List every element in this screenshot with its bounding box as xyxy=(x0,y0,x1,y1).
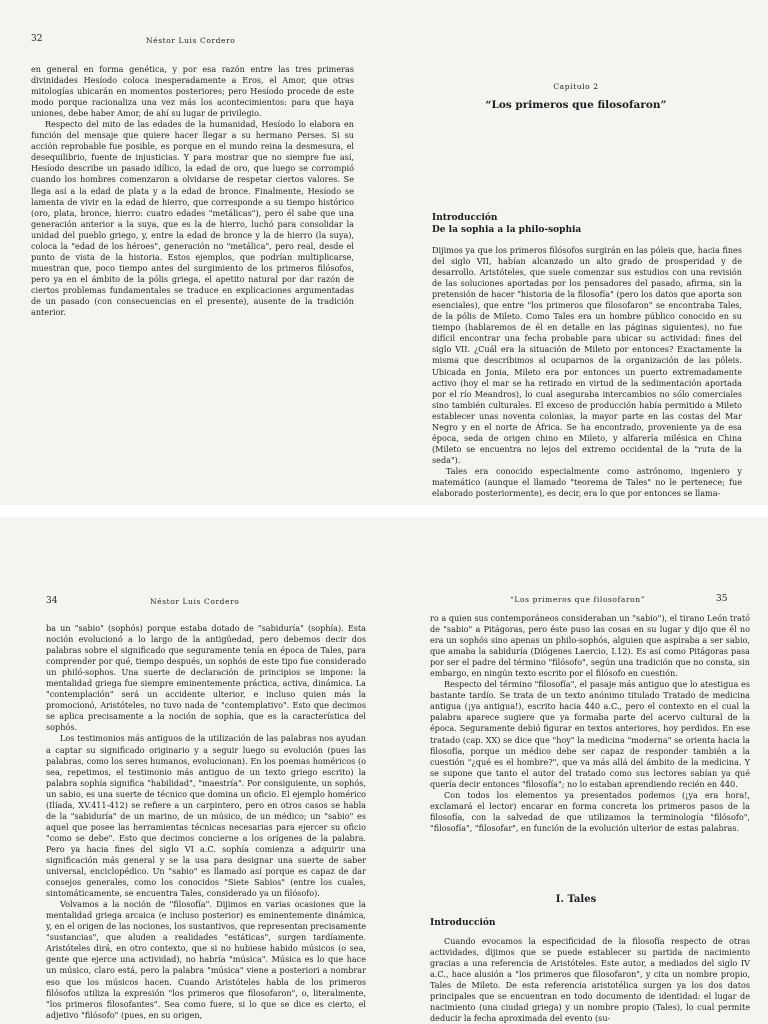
paragraph: Cuando evocamos la especificidad de la filosofía respecto de otras actividades, dijimos que se puede establecer su partida de nacimiento gracias a una referencia de Aristóteles. Este autor, a mediados del siglo IV a.C., hace alusión a "los primeros que filosofaron", y cita un nombre propio, Tales de Mileto. De esta referencia aristotélica surgen ya los dos datos principales que se encuentran en todo documento de identidad: el lugar de nacimiento (una ciudad griega) y un nombre propio (Tales), lo cual permite deducir la fecha aproximada del evento (su- xyxy=(430,936,750,1024)
chapter-title: “Los primeros que filosofaron” xyxy=(485,99,667,111)
running-head: Néstor Luis Cordero xyxy=(150,597,240,606)
paragraph: Con todos los elementos ya presentados podemos (¡ya era hora!, exclamará el lector) encarar en forma concreta los primeros pasos de la filosofía, con la salvedad de que utilizamos la terminología "filósofo", "filosofía", "filosofar", en función de la evolución ulterior de estas palabras. xyxy=(430,789,750,833)
paragraph: Respecto del mito de las edades de la humanidad, Hesíodo lo elabora en función del mensaje que quiere hacer llegar a su hermano Perses. Si su acción reprobable fue posible, es porque en el mundo reina la desmesura, el desequilibrio, fuente de injusticias. Y para mostrar que no siempre fue así, Hesíodo describe un pasado idílico, la edad de oro, que luego se corrompió cuando los hombres comenzaron a olvidarse de respetar ciertos valores. Se llega así a la edad de plata y a la edad de bronce. Finalmente, Hesíodo se lamenta de vivir en la edad de hierro, que corresponde a su tiempo histórico (oro, plata, bronce, hierro: cuatro edades "metálicas"), pero él sabe que una generación anterior a la suya, que es la de hierro, luchó para consolidar la unidad del pueblo griego, y, entre la edad de bronce y la de hierro (la suya), coloca la "edad de los héroes", generación no "metálica", pero real, desde el punto de vista de la historia. Estos ejemplos, que podrían multiplicarse, muestran que, poco tiempo antes del surgimiento de los primeros filósofos, pero ya en el ámbito de la pólis griega, el apetito natural por dar razón de ciertos problemas fundamentales se traduce en explicaciones argumentadas de un pasado (con consecuencias en el presente), ausente de la tradición anterior. xyxy=(31,119,354,318)
chapter-label: Capítulo 2 xyxy=(553,82,599,91)
running-head: “Los primeros que filosofaron” xyxy=(510,595,646,604)
page-number: 35 xyxy=(716,594,728,604)
section-heading: Introducción xyxy=(430,918,496,928)
subheading: De la sophia a la philo-sophia xyxy=(432,225,582,235)
paragraph: Respecto del término "filosofía", el pasaje más antiguo que lo atestigua es bastante tardío. Se trata de un texto anónimo titulado Tratado de medicina antigua (¡ya antigua!), escrito hacia 440 a.C., pero el contexto en el cual la palabra aparece sugiere que ya formaba parte del acervo cultural de la época. Seguramente debió figurar en textos anteriores, hoy perdidos. En ese tratado (cap. XX) se dice que "hoy" la medicina "moderna" se orienta hacia la filosofía, porque un médico debe ser capaz de responder también a la cuestión "¿qué es el hombre?", que va más allá del ámbito de la medicina. Y se supone que tanto el autor del tratado como sus lectores sabían ya qué quería decir entonces "filosofía"; no lo estaban aprendiendo recién en 440. xyxy=(430,679,750,789)
paragraph: Tales era conocido especialmente como astrónomo, ingeniero y matemático (aunque el llamado "teorema de Tales" no le pertenece; fue elaborado posteriormente), es decir, era lo que por entonces se llama- xyxy=(432,465,742,499)
body-text-continued xyxy=(430,936,750,1024)
paragraph: Volvamos a la noción de "filosofía". Dijimos en varias ocasiones que la mentalidad griega arcaica (e incluso posterior) es eminentemente dinámica, y, en el origen de las nociones, los sustantivos, que representan precisamente "sustancias", que aluden a realidades "estáticas", surgen tardíamente. Aristóteles dirá, en otro contexto, que si no hubiese habido músicos (o sea, gente que ejerce una actividad), no habría "música". Música es lo que hace un músico, claro está, pero la palabra "música" viene a posteriori a nombrar eso que los músicos hacen. Cuando Aristóteles habla de los primeros filósofos utiliza la expresión "los primeros que filosofaron", o, literalmente, "los primeros filosofantes". Sea como fuere, si lo que se dice es cierto, el adjetivo "filósofo" (pues, en su origen, xyxy=(46,899,366,1020)
paragraph: ro a quien sus contemporáneos consideraban un "sabio"), el tirano León trató de "sabio" a Pitágoras, pero éste puso las cosas en su lugar y dijo que él no era un sophós sino apenas un philo-sophós, alguien que aspiraba a ser sabio, que amaba la sabiduría (Diógenes Laercio, I.12). Es así como Pitágoras pasa por ser el padre del término "filósofo", según una tradición que no consta, sin embargo, en ningún texto escrito por el filósofo en cuestión. xyxy=(430,613,750,679)
page-32 xyxy=(0,0,384,512)
body-text xyxy=(46,623,366,1021)
paragraph: ba un "sabio" (sophós) porque estaba dotado de "sabiduría" (sophía). Esta noción evolucionó a lo largo de la antigüedad, pero debemos decir dos palabras sobre el significado que seguramente tenía en época de Tales, para comprender por qué, tiempo después, un sophós de este tipo fue considerado un philó-sophos. Una suerte de declaración de principios se impone: la mentalidad griega fue siempre eminentemente práctica, activa, dinámica. La "contemplación" será un accidente ulterior, e incluso quien más la promocionó, Aristóteles, no tuvo nada de "contemplativo". Esto que decimos se aplica precisamente a la noción de sophía, que es la característica del sophós. xyxy=(46,623,366,733)
section-title: I. Tales xyxy=(555,894,597,905)
page-number: 34 xyxy=(46,596,58,606)
paragraph: Los testimonios más antiguos de la utilización de las palabras nos ayudan a captar su significado originario y a seguir luego su evolución (pues las palabras, como los seres humanos, evolucionan). En los poemas homéricos (o sea, repetimos, el testimonio más antiguo de un texto griego escrito) la palabra sophía significa "habilidad", "maestría". Por consiguiente, un sophós, un sabio, es una suerte de técnico que domina un oficio. El ejemplo homérico (Ilíada, XV.411-412) se refiere a un carpintero, pero en otros casos se habla de la "sabiduría" de un marino, de un músico, de un médico; un "sabio" es aquel que posee las herramientas técnicas necesarias para ejercer su oficio "como se debe". Esto que decimos concierne a los orígenes de la palabra. Pero ya hacia fines del siglo VI a.C. sophía comienza a adquirir una significación más general y se la usa para designar una suerte de saber universal, enciclopédico. Un "sabio" es llamado así porque es capaz de dar consejos generales, como los conocidos "Siete Sabios" (entre los cuales, sintomáticamente, se encuentra Tales, considerado ya un filósofo). xyxy=(46,733,366,899)
page-35 xyxy=(384,512,768,1024)
body-text xyxy=(31,64,354,318)
paragraph: Dijimos ya que los primeros filósofos surgirán en las póleis que, hacia fines del siglo VII, habían alcanzado un alto grado de prosperidad y de desarrollo. Aristóteles, que suele comenzar sus estudios con una revisión de las soluciones aportadas por los pensadores del pasado, afirma, sin la pretensión de hacer "historia de la filosofía" (pero los datos que aporta son esenciales), que entre "los primeros que filosofaron" se encontraba Tales, de la pólis de Mileto. Como Tales era un hombre público conocido en su tiempo (hablaremos de él en detalle en las páginas siguientes), no fue difícil encontrar una fecha probable para ubicar su actividad: fines del siglo VII. ¿Cuál era la situación de Mileto por entonces? Exactamente la misma que describimos al ocuparnos de la organización de las póleis. Ubicada en Jonia, Mileto era por entonces un puerto extremadamente activo (hoy el mar se ha retirado en virtud de la sedimentación aportada por el río Meandros), lo cual aseguraba intercambios no sólo comerciales sino también culturales. El exceso de producción había permitido a Mileto establecer unas noventa colonias, la mayor parte en las costas del Mar Negro y en el norte de África. Se ha encontrado, proveniente ya de esa época, seda de origen chino en Mileto, y alfarería milésica en China (Mileto se encuentra no lejos del extremo occidental de la "ruta de la seda"). xyxy=(432,245,742,465)
page-34 xyxy=(0,512,384,1024)
paragraph: en general en forma genética, y por esa razón entre las tres primeras divinidades Hesíodo coloca inesperadamente a Eros, el Amor, que otras mitologías ubicarán en momentos posteriores; pero Hesíodo procede de este modo porque racionaliza una vez más los acontecimientos: para que haya uniones, debe haber Amor, de ahí su lugar de privilegio. xyxy=(31,64,354,119)
section-heading: Introducción xyxy=(432,213,498,223)
page-number: 32 xyxy=(31,34,43,44)
body-text xyxy=(432,245,742,499)
running-head: Néstor Luis Cordero xyxy=(146,36,236,45)
body-text xyxy=(430,613,750,834)
page-33 xyxy=(384,0,768,512)
